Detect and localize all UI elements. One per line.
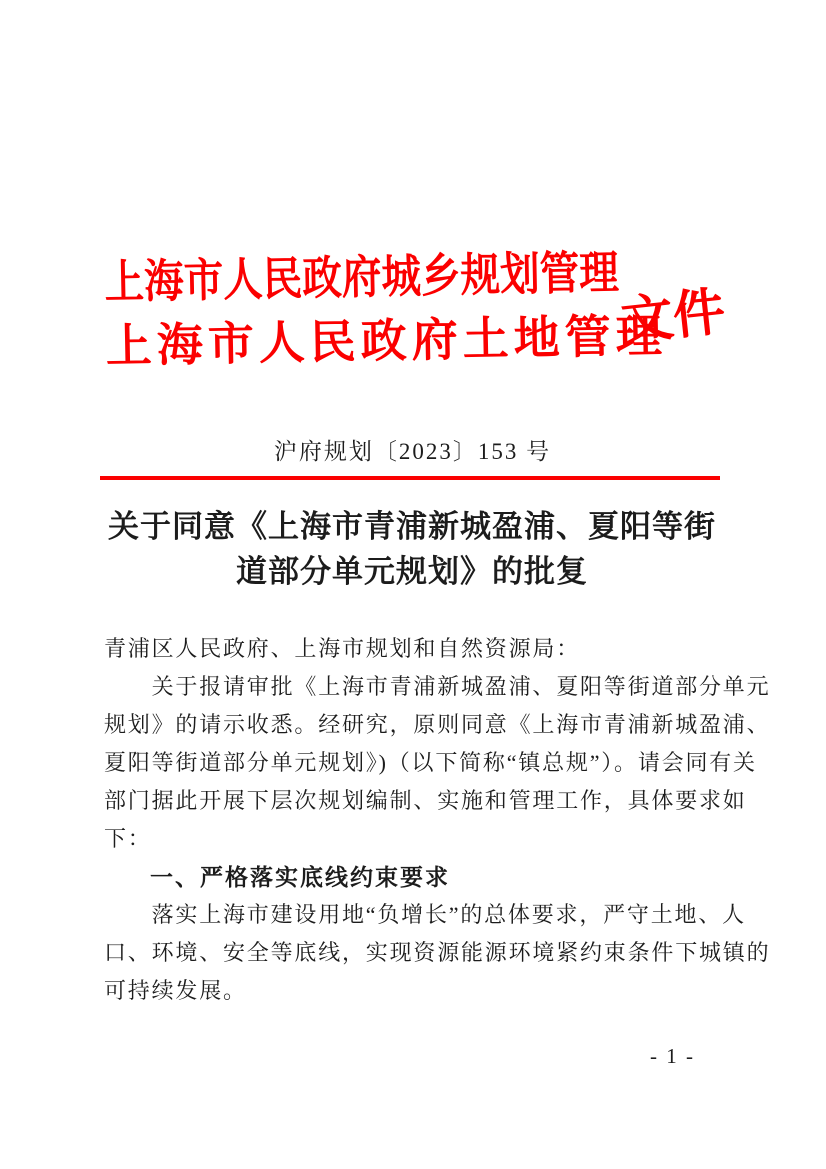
body-line: 夏阳等街道部分单元规划》)（以下简称“镇总规”）。请会同有关 — [104, 750, 757, 775]
letterhead-line-2: 上海市人民政府土地管理 — [105, 310, 668, 372]
body-line: 青浦区人民政府、上海市规划和自然资源局： — [104, 636, 581, 661]
body-line: 关于报请审批《上海市青浦新城盈浦、夏阳等街道部分单元 — [104, 674, 771, 699]
section-1-paragraph — [104, 896, 771, 1010]
letterhead — [104, 241, 746, 377]
letterhead-suffix: 文件 — [618, 283, 729, 352]
document-body — [104, 630, 771, 1010]
document-title-line: 道部分单元规划》的批复 — [236, 554, 588, 589]
body-line: 下： — [104, 826, 152, 851]
body-line: 落实上海市建设用地“负增长”的总体要求，严守土地、人 — [104, 902, 746, 927]
document-number: 沪府规划〔2023〕153 号 — [273, 439, 552, 464]
body-line: 规划》的请示收悉。经研究，原则同意《上海市青浦新城盈浦、 — [104, 712, 771, 737]
red-divider-line — [100, 476, 720, 480]
letterhead-line-1: 上海市人民政府城乡规划管理 — [104, 247, 620, 308]
section-1-heading: 一、严格落实底线约束要求 — [150, 864, 450, 890]
body-line: 可持续发展。 — [104, 978, 247, 1003]
body-line: 口、环境、安全等底线，实现资源能源环境紧约束条件下城镇的 — [104, 940, 771, 965]
document-title-line: 关于同意《上海市青浦新城盈浦、夏阳等街 — [108, 509, 716, 544]
page-number: - 1 - — [650, 1044, 695, 1068]
document-title — [82, 504, 742, 594]
opening-paragraph — [104, 630, 771, 858]
body-line: 部门据此开展下层次规划编制、实施和管理工作，具体要求如 — [104, 788, 747, 813]
